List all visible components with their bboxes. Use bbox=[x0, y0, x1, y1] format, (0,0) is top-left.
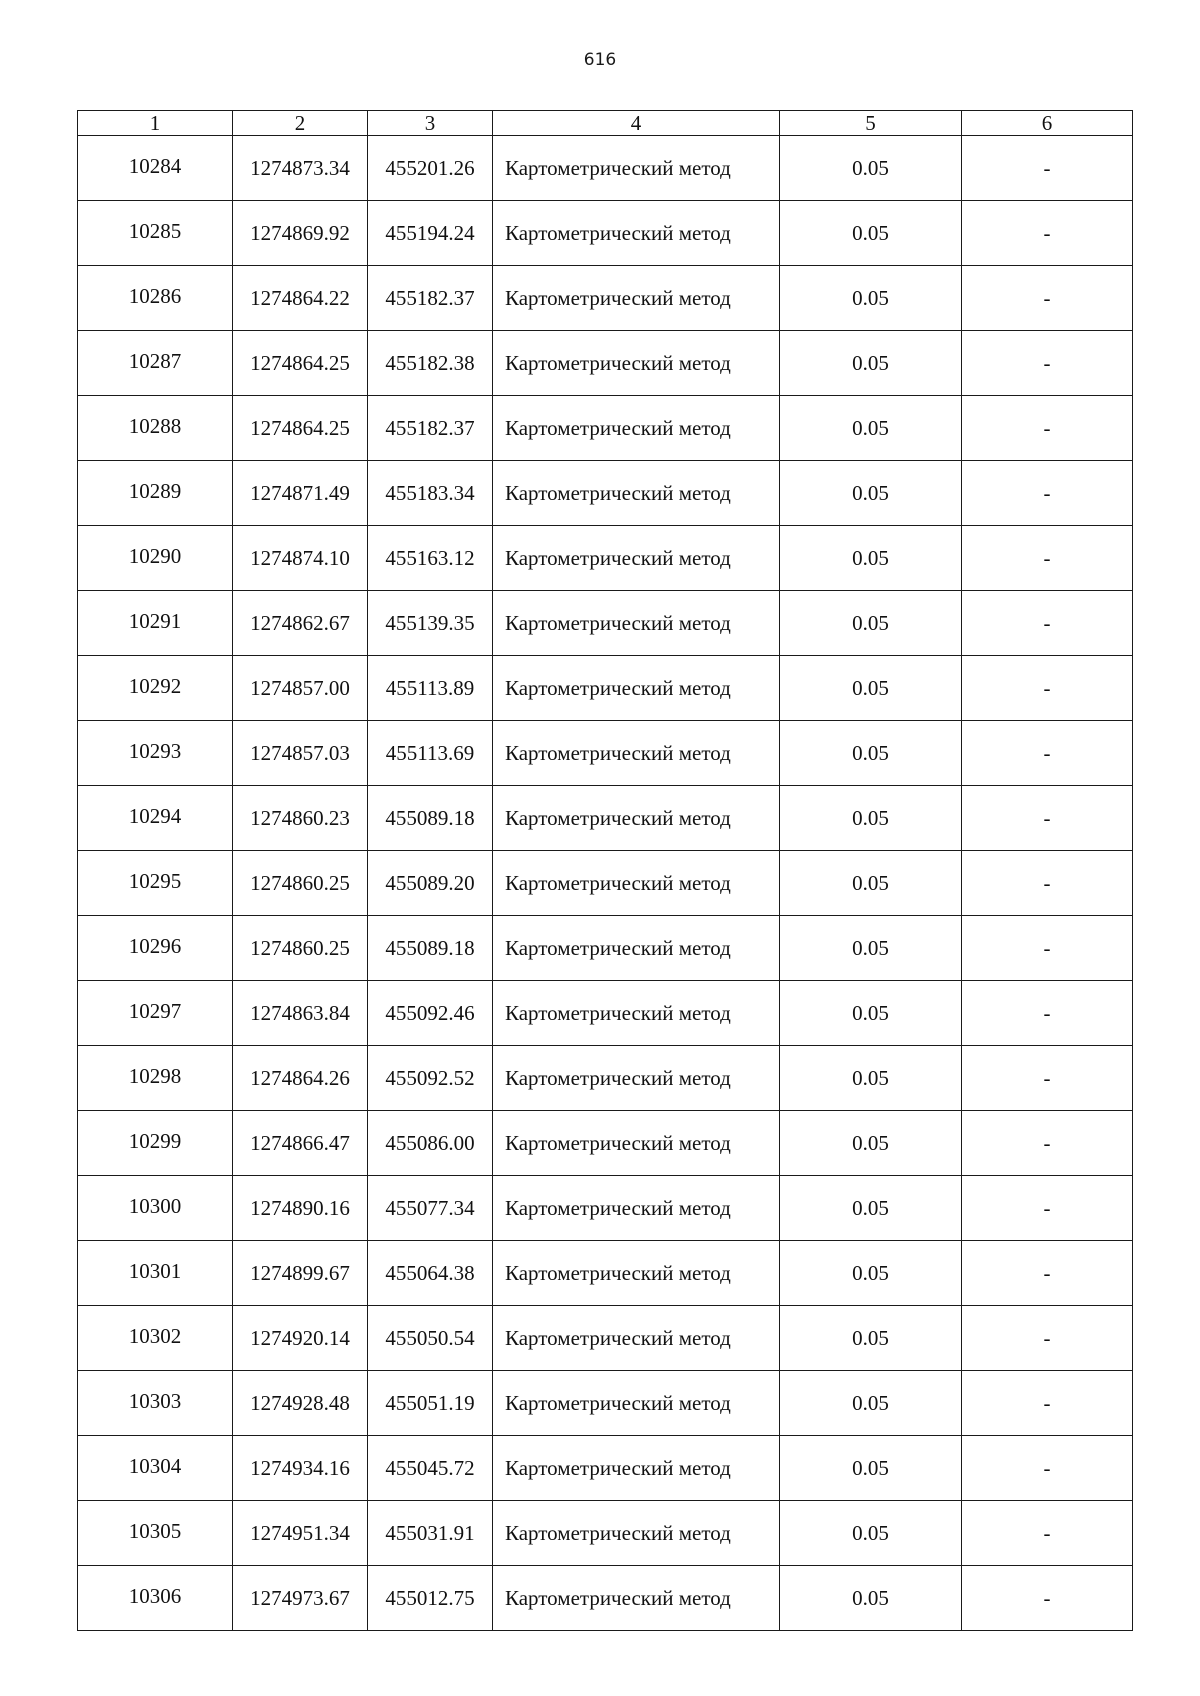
point-number-cell: 10299 bbox=[78, 1111, 233, 1176]
x-coordinate-cell: 1274864.26 bbox=[233, 1046, 368, 1111]
x-coordinate-cell: 1274857.00 bbox=[233, 656, 368, 721]
coordinates-table bbox=[77, 110, 1133, 1631]
accuracy-cell: 0.05 bbox=[780, 461, 962, 526]
y-coordinate-cell: 455086.00 bbox=[368, 1111, 493, 1176]
point-number-cell: 10292 bbox=[78, 656, 233, 721]
y-coordinate-cell: 455194.24 bbox=[368, 201, 493, 266]
note-cell: - bbox=[962, 1501, 1133, 1566]
method-cell: Картометрический метод bbox=[493, 1501, 780, 1566]
table-row bbox=[78, 461, 1133, 526]
x-coordinate-cell: 1274860.23 bbox=[233, 786, 368, 851]
note-cell: - bbox=[962, 981, 1133, 1046]
table-row bbox=[78, 1241, 1133, 1306]
x-coordinate-cell: 1274899.67 bbox=[233, 1241, 368, 1306]
method-cell: Картометрический метод bbox=[493, 1436, 780, 1501]
y-coordinate-cell: 455113.69 bbox=[368, 721, 493, 786]
accuracy-cell: 0.05 bbox=[780, 851, 962, 916]
point-number-cell: 10304 bbox=[78, 1436, 233, 1501]
method-cell: Картометрический метод bbox=[493, 461, 780, 526]
note-cell: - bbox=[962, 1111, 1133, 1176]
y-coordinate-cell: 455012.75 bbox=[368, 1566, 493, 1631]
accuracy-cell: 0.05 bbox=[780, 916, 962, 981]
x-coordinate-cell: 1274864.22 bbox=[233, 266, 368, 331]
point-number-cell: 10302 bbox=[78, 1306, 233, 1371]
accuracy-cell: 0.05 bbox=[780, 786, 962, 851]
note-cell: - bbox=[962, 1306, 1133, 1371]
method-cell: Картометрический метод bbox=[493, 591, 780, 656]
method-cell: Картометрический метод bbox=[493, 786, 780, 851]
column-header-3: 3 bbox=[368, 111, 493, 136]
note-cell: - bbox=[962, 1046, 1133, 1111]
y-coordinate-cell: 455139.35 bbox=[368, 591, 493, 656]
accuracy-cell: 0.05 bbox=[780, 136, 962, 201]
table-row bbox=[78, 981, 1133, 1046]
note-cell: - bbox=[962, 656, 1133, 721]
point-number-cell: 10288 bbox=[78, 396, 233, 461]
method-cell: Картометрический метод bbox=[493, 1111, 780, 1176]
x-coordinate-cell: 1274864.25 bbox=[233, 396, 368, 461]
note-cell: - bbox=[962, 331, 1133, 396]
accuracy-cell: 0.05 bbox=[780, 331, 962, 396]
accuracy-cell: 0.05 bbox=[780, 721, 962, 786]
point-number-cell: 10305 bbox=[78, 1501, 233, 1566]
y-coordinate-cell: 455089.20 bbox=[368, 851, 493, 916]
table-body bbox=[78, 136, 1133, 1631]
table-row bbox=[78, 1436, 1133, 1501]
point-number-cell: 10287 bbox=[78, 331, 233, 396]
point-number-cell: 10285 bbox=[78, 201, 233, 266]
table-row bbox=[78, 1111, 1133, 1176]
note-cell: - bbox=[962, 1436, 1133, 1501]
table-row bbox=[78, 136, 1133, 201]
point-number-cell: 10291 bbox=[78, 591, 233, 656]
note-cell: - bbox=[962, 916, 1133, 981]
note-cell: - bbox=[962, 136, 1133, 201]
method-cell: Картометрический метод bbox=[493, 136, 780, 201]
method-cell: Картометрический метод bbox=[493, 1046, 780, 1111]
point-number-cell: 10297 bbox=[78, 981, 233, 1046]
point-number-cell: 10298 bbox=[78, 1046, 233, 1111]
accuracy-cell: 0.05 bbox=[780, 201, 962, 266]
table-row bbox=[78, 786, 1133, 851]
note-cell: - bbox=[962, 1176, 1133, 1241]
x-coordinate-cell: 1274860.25 bbox=[233, 851, 368, 916]
table-row bbox=[78, 331, 1133, 396]
method-cell: Картометрический метод bbox=[493, 266, 780, 331]
y-coordinate-cell: 455051.19 bbox=[368, 1371, 493, 1436]
table-row bbox=[78, 851, 1133, 916]
x-coordinate-cell: 1274860.25 bbox=[233, 916, 368, 981]
y-coordinate-cell: 455045.72 bbox=[368, 1436, 493, 1501]
y-coordinate-cell: 455182.37 bbox=[368, 266, 493, 331]
point-number-cell: 10303 bbox=[78, 1371, 233, 1436]
accuracy-cell: 0.05 bbox=[780, 1176, 962, 1241]
table-row bbox=[78, 1306, 1133, 1371]
y-coordinate-cell: 455050.54 bbox=[368, 1306, 493, 1371]
x-coordinate-cell: 1274920.14 bbox=[233, 1306, 368, 1371]
y-coordinate-cell: 455163.12 bbox=[368, 526, 493, 591]
y-coordinate-cell: 455031.91 bbox=[368, 1501, 493, 1566]
method-cell: Картометрический метод bbox=[493, 526, 780, 591]
note-cell: - bbox=[962, 591, 1133, 656]
x-coordinate-cell: 1274869.92 bbox=[233, 201, 368, 266]
method-cell: Картометрический метод bbox=[493, 1176, 780, 1241]
note-cell: - bbox=[962, 1566, 1133, 1631]
accuracy-cell: 0.05 bbox=[780, 526, 962, 591]
x-coordinate-cell: 1274890.16 bbox=[233, 1176, 368, 1241]
accuracy-cell: 0.05 bbox=[780, 1241, 962, 1306]
table-row bbox=[78, 396, 1133, 461]
note-cell: - bbox=[962, 266, 1133, 331]
point-number-cell: 10295 bbox=[78, 851, 233, 916]
table-row bbox=[78, 201, 1133, 266]
point-number-cell: 10306 bbox=[78, 1566, 233, 1631]
y-coordinate-cell: 455077.34 bbox=[368, 1176, 493, 1241]
column-header-2: 2 bbox=[233, 111, 368, 136]
y-coordinate-cell: 455182.37 bbox=[368, 396, 493, 461]
note-cell: - bbox=[962, 1241, 1133, 1306]
column-header-5: 5 bbox=[780, 111, 962, 136]
accuracy-cell: 0.05 bbox=[780, 1566, 962, 1631]
x-coordinate-cell: 1274862.67 bbox=[233, 591, 368, 656]
table-row bbox=[78, 1371, 1133, 1436]
point-number-cell: 10296 bbox=[78, 916, 233, 981]
method-cell: Картометрический метод bbox=[493, 1371, 780, 1436]
table-row bbox=[78, 1501, 1133, 1566]
column-header-1: 1 bbox=[78, 111, 233, 136]
header-row bbox=[78, 111, 1133, 136]
method-cell: Картометрический метод bbox=[493, 656, 780, 721]
point-number-cell: 10284 bbox=[78, 136, 233, 201]
table-row bbox=[78, 591, 1133, 656]
note-cell: - bbox=[962, 721, 1133, 786]
accuracy-cell: 0.05 bbox=[780, 981, 962, 1046]
y-coordinate-cell: 455113.89 bbox=[368, 656, 493, 721]
table-row bbox=[78, 1046, 1133, 1111]
accuracy-cell: 0.05 bbox=[780, 656, 962, 721]
method-cell: Картометрический метод bbox=[493, 1241, 780, 1306]
note-cell: - bbox=[962, 201, 1133, 266]
note-cell: - bbox=[962, 1371, 1133, 1436]
note-cell: - bbox=[962, 851, 1133, 916]
accuracy-cell: 0.05 bbox=[780, 1111, 962, 1176]
column-header-6: 6 bbox=[962, 111, 1133, 136]
method-cell: Картометрический метод bbox=[493, 916, 780, 981]
x-coordinate-cell: 1274951.34 bbox=[233, 1501, 368, 1566]
method-cell: Картометрический метод bbox=[493, 396, 780, 461]
y-coordinate-cell: 455092.46 bbox=[368, 981, 493, 1046]
x-coordinate-cell: 1274934.16 bbox=[233, 1436, 368, 1501]
table-row bbox=[78, 1566, 1133, 1631]
table-row bbox=[78, 526, 1133, 591]
table-row bbox=[78, 916, 1133, 981]
x-coordinate-cell: 1274871.49 bbox=[233, 461, 368, 526]
method-cell: Картометрический метод bbox=[493, 981, 780, 1046]
y-coordinate-cell: 455092.52 bbox=[368, 1046, 493, 1111]
point-number-cell: 10294 bbox=[78, 786, 233, 851]
method-cell: Картометрический метод bbox=[493, 1566, 780, 1631]
x-coordinate-cell: 1274863.84 bbox=[233, 981, 368, 1046]
y-coordinate-cell: 455064.38 bbox=[368, 1241, 493, 1306]
note-cell: - bbox=[962, 461, 1133, 526]
point-number-cell: 10286 bbox=[78, 266, 233, 331]
x-coordinate-cell: 1274857.03 bbox=[233, 721, 368, 786]
y-coordinate-cell: 455089.18 bbox=[368, 916, 493, 981]
method-cell: Картометрический метод bbox=[493, 851, 780, 916]
method-cell: Картометрический метод bbox=[493, 201, 780, 266]
note-cell: - bbox=[962, 786, 1133, 851]
point-number-cell: 10290 bbox=[78, 526, 233, 591]
table-row bbox=[78, 721, 1133, 786]
table-header bbox=[78, 111, 1133, 136]
accuracy-cell: 0.05 bbox=[780, 396, 962, 461]
x-coordinate-cell: 1274873.34 bbox=[233, 136, 368, 201]
table-row bbox=[78, 1176, 1133, 1241]
x-coordinate-cell: 1274973.67 bbox=[233, 1566, 368, 1631]
point-number-cell: 10300 bbox=[78, 1176, 233, 1241]
accuracy-cell: 0.05 bbox=[780, 591, 962, 656]
page-number: 616 bbox=[583, 50, 617, 70]
table-row bbox=[78, 656, 1133, 721]
note-cell: - bbox=[962, 526, 1133, 591]
y-coordinate-cell: 455183.34 bbox=[368, 461, 493, 526]
table-row bbox=[78, 266, 1133, 331]
accuracy-cell: 0.05 bbox=[780, 1306, 962, 1371]
method-cell: Картометрический метод bbox=[493, 331, 780, 396]
point-number-cell: 10293 bbox=[78, 721, 233, 786]
x-coordinate-cell: 1274874.10 bbox=[233, 526, 368, 591]
accuracy-cell: 0.05 bbox=[780, 1046, 962, 1111]
method-cell: Картометрический метод bbox=[493, 1306, 780, 1371]
method-cell: Картометрический метод bbox=[493, 721, 780, 786]
note-cell: - bbox=[962, 396, 1133, 461]
accuracy-cell: 0.05 bbox=[780, 1436, 962, 1501]
point-number-cell: 10289 bbox=[78, 461, 233, 526]
accuracy-cell: 0.05 bbox=[780, 1501, 962, 1566]
column-header-4: 4 bbox=[493, 111, 780, 136]
y-coordinate-cell: 455201.26 bbox=[368, 136, 493, 201]
y-coordinate-cell: 455182.38 bbox=[368, 331, 493, 396]
accuracy-cell: 0.05 bbox=[780, 1371, 962, 1436]
y-coordinate-cell: 455089.18 bbox=[368, 786, 493, 851]
x-coordinate-cell: 1274866.47 bbox=[233, 1111, 368, 1176]
point-number-cell: 10301 bbox=[78, 1241, 233, 1306]
x-coordinate-cell: 1274864.25 bbox=[233, 331, 368, 396]
accuracy-cell: 0.05 bbox=[780, 266, 962, 331]
x-coordinate-cell: 1274928.48 bbox=[233, 1371, 368, 1436]
